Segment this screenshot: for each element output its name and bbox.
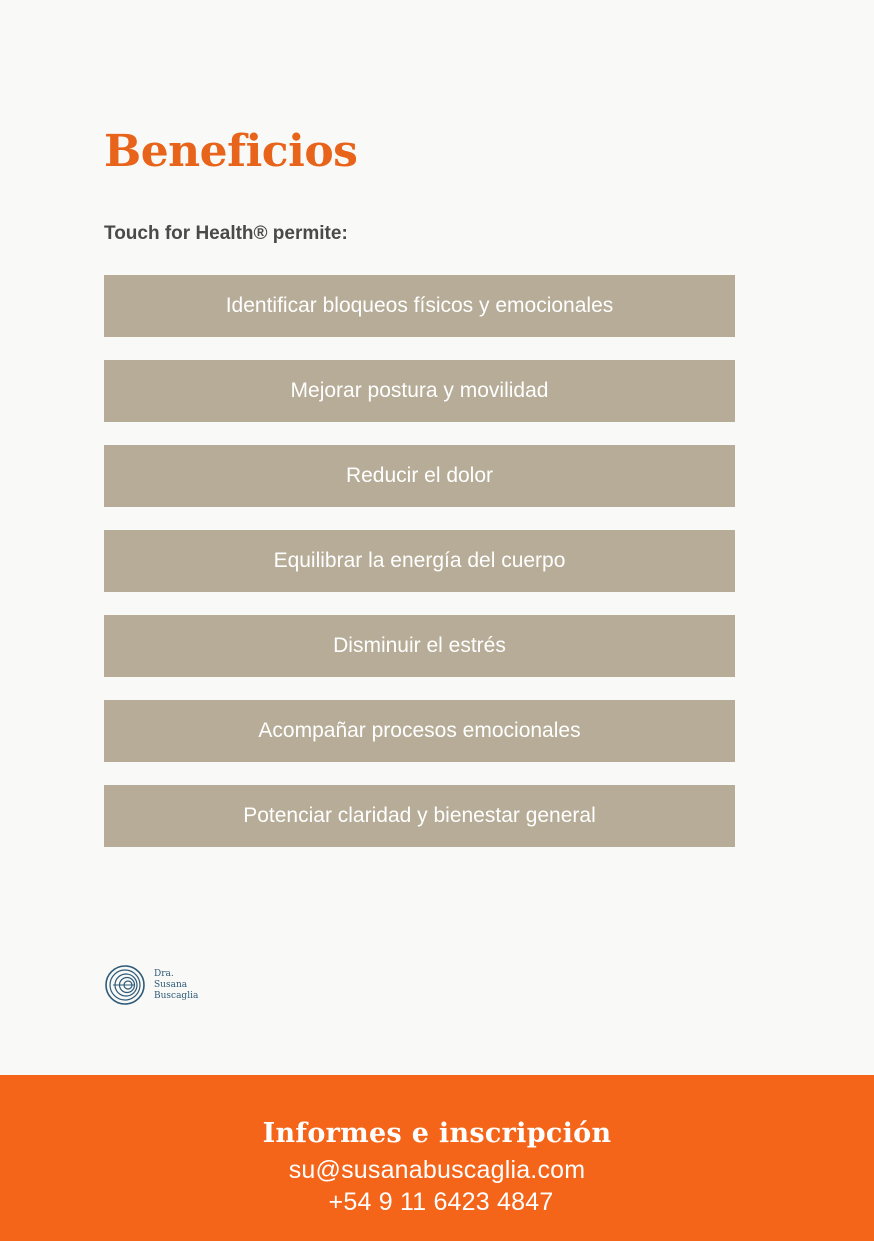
- contact-footer: [0, 1075, 874, 1241]
- page-subtitle: Touch for Health® permite:: [104, 223, 348, 244]
- brand-logo: [104, 964, 198, 1006]
- content-column: [104, 0, 744, 870]
- list-item: Reducir el dolor: [104, 445, 735, 507]
- logo-line-1: Dra.: [154, 968, 174, 979]
- logo-line-2: Susana: [154, 979, 188, 990]
- concentric-circles-icon: [104, 964, 146, 1006]
- footer-heading: Informes e inscripción: [262, 1118, 612, 1149]
- logo-wordmark: [154, 969, 198, 1002]
- list-item: Equilibrar la energía del cuerpo: [104, 530, 735, 592]
- list-item: Acompañar procesos emocionales: [104, 700, 735, 762]
- list-item: Mejorar postura y movilidad: [104, 360, 735, 422]
- benefits-list: [104, 275, 744, 847]
- page-title: Beneficios: [104, 126, 358, 177]
- list-item: Identificar bloqueos físicos y emocionales: [104, 275, 735, 337]
- contact-email[interactable]: su@susanabuscaglia.com: [288, 1156, 586, 1184]
- list-item: Potenciar claridad y bienestar general: [104, 785, 735, 847]
- logo-line-3: Buscaglia: [154, 990, 199, 1001]
- contact-phone[interactable]: +54 9 11 6423 4847: [328, 1188, 554, 1216]
- list-item: Disminuir el estrés: [104, 615, 735, 677]
